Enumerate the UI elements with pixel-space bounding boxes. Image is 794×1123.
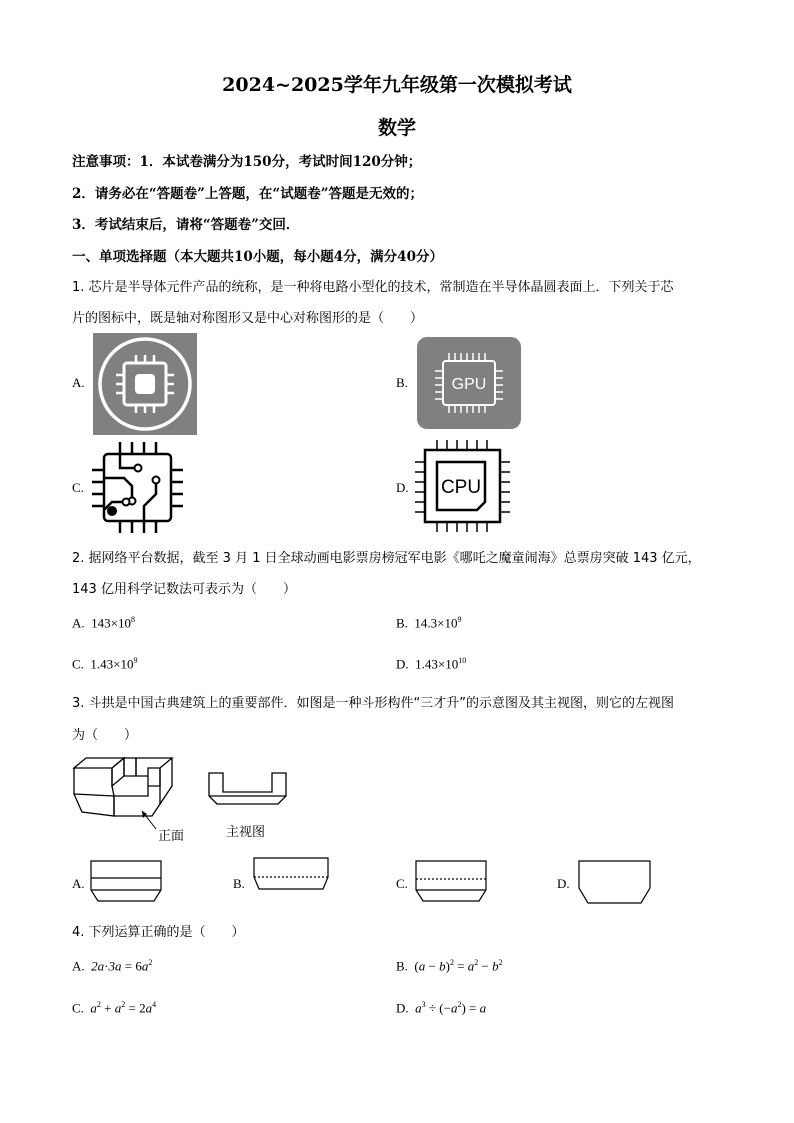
subject-title: 数学 (377, 117, 416, 139)
q2-option-d (396, 656, 466, 672)
q2-option-a-base: 143×10 (91, 615, 131, 631)
q2-option-b-exp: 9 (457, 615, 462, 624)
q2-option-c-exp: 9 (133, 656, 138, 665)
main-view-label: 主视图 (226, 825, 266, 840)
q4-label-b: B. (396, 958, 408, 974)
q1-text-line2: 片的图标中，既是轴对称图形又是中心对称图形的是（ ） (72, 311, 424, 326)
q2-option-c (72, 656, 138, 672)
q3-label-a: A. (72, 876, 85, 891)
q2-option-c-label: C. (72, 656, 84, 672)
q2-option-b (396, 615, 462, 631)
q1-label-c: C. (72, 480, 84, 495)
q2-option-a-exp: 8 (130, 615, 135, 624)
q3-label-c: C. (396, 876, 408, 891)
q3-text-line1: 3. 斗拱是中国古典建筑上的重要部件．如图是一种斗形构件“三才升”的示意图及其主视图，则它的左视图 (72, 696, 675, 711)
q4-option-b: B. $(a - b)^2 = a^2 - b^2$ (396, 958, 503, 974)
q2-option-b-label: B. (396, 615, 408, 631)
front-label: 正面 (158, 829, 185, 844)
q1-label-b: B. (396, 375, 408, 390)
q4-option-d: D. $a^3 \div (-a^2) = a$ (396, 1000, 487, 1016)
q1-text-line1: 1. 芯片是半导体元件产品的统称，是一种将电路小型化的技术，常制造在半导体晶圆表面上．下列关于芯 (72, 280, 674, 295)
q1-label-d: D. (396, 480, 409, 495)
exam-title: 2024~2025学年九年级第一次模拟考试 (222, 74, 572, 96)
note-3: 3．考试结束后，请将“答题卷”交回． (72, 217, 300, 233)
q2-option-d-exp: 10 (458, 656, 467, 665)
q3-text-line2: 为（ ） (72, 728, 138, 743)
q2-text-line1: 2. 据网络平台数据，截至 3 月 1 日全球动画电影票房榜冠军电影《哪吒之魔童闹海》总票房突破 143 亿元， (72, 551, 701, 566)
gpu-chip-icon-b (417, 337, 521, 429)
dougong-3d-figure (72, 756, 202, 846)
q4-option-c: C. $a^2 + a^2 = 2a^4$ (72, 1000, 157, 1016)
q3-option-a-figure (90, 860, 164, 904)
note-2: 2．请务必在“答题卷”上答题，在“试题卷”答题是无效的； (72, 186, 423, 202)
chip-icon-a (93, 333, 197, 435)
q3-label-d: D. (557, 876, 570, 891)
q2-text-line2: 143 亿用科学记数法可表示为（ ） (72, 582, 296, 597)
q3-label-b: B. (233, 876, 245, 891)
q3-option-d-figure (578, 860, 654, 906)
main-view-figure (208, 772, 288, 842)
cpu-chip-icon-d (415, 440, 510, 532)
q3-option-c-figure (415, 860, 489, 904)
q2-option-b-base: 14.3×10 (414, 615, 458, 631)
q2-option-a (72, 615, 135, 631)
q2-option-d-base: 1.43×10 (415, 656, 459, 672)
q3-option-b-figure (253, 857, 331, 893)
q4-text: 4. 下列运算正确的是（ ） (72, 925, 245, 940)
q4-label-a: A. (72, 958, 85, 974)
cpu-label: CPU (440, 477, 482, 498)
q1-label-a: A. (72, 375, 85, 390)
q2-option-d-label: D. (396, 656, 409, 672)
q2-option-c-base: 1.43×10 (90, 656, 134, 672)
q2-option-a-label: A. (72, 615, 85, 631)
note-1: 注意事项：1．本试卷满分为150分，考试时间120分钟； (72, 154, 422, 170)
q4-label-c: C. (72, 1000, 84, 1016)
circuit-chip-icon-c (90, 440, 185, 535)
q4-label-d: D. (396, 1000, 409, 1016)
gpu-label: GPU (451, 376, 487, 393)
section-heading: 一、单项选择题（本大题共10小题，每小题4分，满分40分） (72, 249, 443, 265)
q4-option-a: A. $2a\cdot 3a = 6a^2$ (72, 958, 153, 974)
